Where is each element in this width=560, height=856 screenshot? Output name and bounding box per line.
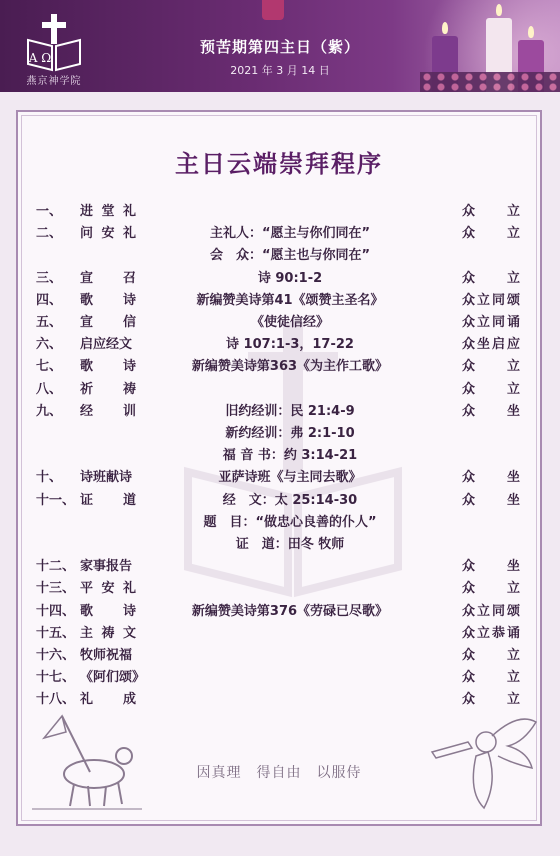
program-row-posture: 众立 [462, 226, 520, 242]
program-row-number: 五、 [36, 315, 63, 330]
program-row-detail: 证 道：田冬 牧师 [235, 537, 345, 552]
program-row [16, 224, 528, 244]
program-row-posture: 众立 [462, 359, 520, 375]
program-row-number: 十七、 [36, 670, 76, 686]
program-row-posture: 众立 [462, 204, 520, 219]
flame-icon [496, 4, 502, 16]
program-row [16, 624, 528, 644]
program-row-detail: 新约经训：弗 2:1-10 [225, 426, 355, 441]
program-row-number: 八、 [36, 381, 63, 397]
program-row-item: 礼成 [80, 692, 136, 708]
program-row-detail: 福 音 书：约 3:14-21 [222, 448, 358, 464]
program-row-item: 宣信 [80, 315, 136, 330]
program-row-item: 家事报告 [80, 559, 133, 575]
program-row [16, 513, 528, 533]
program-row [16, 602, 528, 622]
header-banner [0, 0, 560, 92]
program-row [16, 402, 528, 422]
flame-icon [442, 22, 448, 34]
program-row-number: 十六、 [36, 648, 76, 663]
program-row-item: 平安礼 [80, 581, 136, 597]
program-row-number: 十四、 [36, 603, 76, 619]
program-row-detail: 会 众：“愿主也与你同在” [209, 248, 371, 264]
program-row-item: 进堂礼 [80, 204, 136, 219]
program-row-item: 诗班献诗 [80, 470, 133, 486]
logo-letters: A Ω [28, 51, 52, 65]
program-row-number: 九、 [36, 403, 63, 419]
candle-image [262, 0, 284, 20]
service-date: 2021 年 3 月 14 日 [230, 64, 330, 77]
program-row [16, 335, 528, 355]
program-row-detail: 题 目：“做忠心良善的仆人” [203, 514, 377, 530]
program-row-posture: 众立同颂 [462, 603, 520, 619]
program-row-detail: 新编赞美诗第376《劳碌已尽歌》 [191, 603, 389, 619]
program-row [16, 424, 528, 444]
program-row-number: 十一、 [36, 492, 76, 508]
program-row-posture: 众坐 [462, 403, 520, 419]
program-row-posture: 众坐 [462, 559, 520, 575]
program-row [16, 579, 528, 599]
program-row [16, 357, 528, 377]
program-card [16, 110, 542, 826]
program-row-number: 十、 [36, 470, 63, 486]
program-row-posture: 众立同诵 [462, 315, 520, 330]
page-header-title: 预苦期第四主日（紫） [199, 38, 360, 56]
program-row-posture: 众立同颂 [462, 292, 520, 308]
program-row-number: 六、 [36, 337, 63, 353]
program-row-detail: 亚萨诗班《与主同去歌》 [218, 470, 362, 486]
program-row [16, 491, 528, 511]
program-row-number: 十五、 [36, 625, 76, 641]
seminary-motto: 因真理 得自由 以服侍 [196, 765, 362, 781]
seminary-name: 燕京神学院 [26, 76, 82, 87]
program-row-number: 一、 [36, 204, 63, 219]
program-row-number: 十三、 [36, 581, 76, 597]
program-row-detail: 旧约经训：民 21:4-9 [225, 403, 355, 419]
program-row-item: 祈祷 [80, 381, 136, 397]
program-row-detail: 《使徒信经》 [250, 315, 329, 330]
program-row-posture: 众立 [462, 581, 520, 597]
program-row-item: 问安礼 [80, 226, 136, 242]
program-row-posture: 众立 [462, 670, 520, 686]
program-row-detail: 主礼人：“愿主与你们同在” [209, 226, 371, 242]
program-row-number: 四、 [36, 292, 63, 308]
program-row-item: 歌诗 [80, 359, 136, 375]
program-row-number: 十二、 [36, 559, 76, 575]
program-row [16, 646, 528, 666]
program-row-posture: 众坐 [462, 492, 520, 508]
program-row-posture: 众立 [462, 692, 520, 708]
program-row-posture: 众坐启应 [462, 337, 520, 353]
program-row [16, 668, 528, 688]
program-row-item: 宣召 [80, 270, 136, 286]
program-row-item: 歌诗 [80, 292, 136, 308]
program-row-posture: 众立 [462, 648, 520, 663]
program-row-posture: 众坐 [462, 470, 520, 486]
program-row [16, 468, 528, 488]
program-row-item: 《阿们颂》 [80, 670, 146, 686]
program-row-item: 启应经文 [80, 337, 133, 353]
program-row-number: 二、 [36, 226, 63, 242]
program-row-item: 主祷文 [80, 625, 136, 641]
program-row [16, 291, 528, 311]
program-title: 主日云端崇拜程序 [175, 150, 383, 178]
program-row-number: 十八、 [36, 692, 76, 708]
program-row-item: 证道 [80, 492, 136, 508]
program-row [16, 446, 528, 466]
program-row-detail: 诗 107:1-3，17-22 [226, 337, 354, 353]
program-row [16, 246, 528, 266]
program-row-detail: 新编赞美诗第41《颂赞主圣名》 [196, 292, 384, 308]
program-row-item: 歌诗 [80, 603, 136, 619]
program-row [16, 313, 528, 333]
program-row [16, 557, 528, 577]
program-row-detail: 诗 90:1-2 [257, 270, 323, 286]
program-row [16, 535, 528, 555]
program-row [16, 202, 528, 222]
program-row-detail: 新编赞美诗第363《为主作工歌》 [191, 359, 389, 375]
program-row-number: 三、 [36, 270, 63, 286]
program-row-posture: 众立 [462, 381, 520, 397]
program-row [16, 380, 528, 400]
program-row-detail: 经 文：太 25:14-30 [222, 492, 358, 508]
program-row-item: 经训 [80, 403, 136, 419]
program-row [16, 690, 528, 710]
program-row-number: 七、 [36, 359, 63, 375]
program-row-posture: 众立 [462, 270, 520, 286]
program-row-item: 牧师祝福 [80, 648, 133, 663]
program-row-posture: 众立恭诵 [462, 625, 520, 641]
program-row [16, 269, 528, 289]
